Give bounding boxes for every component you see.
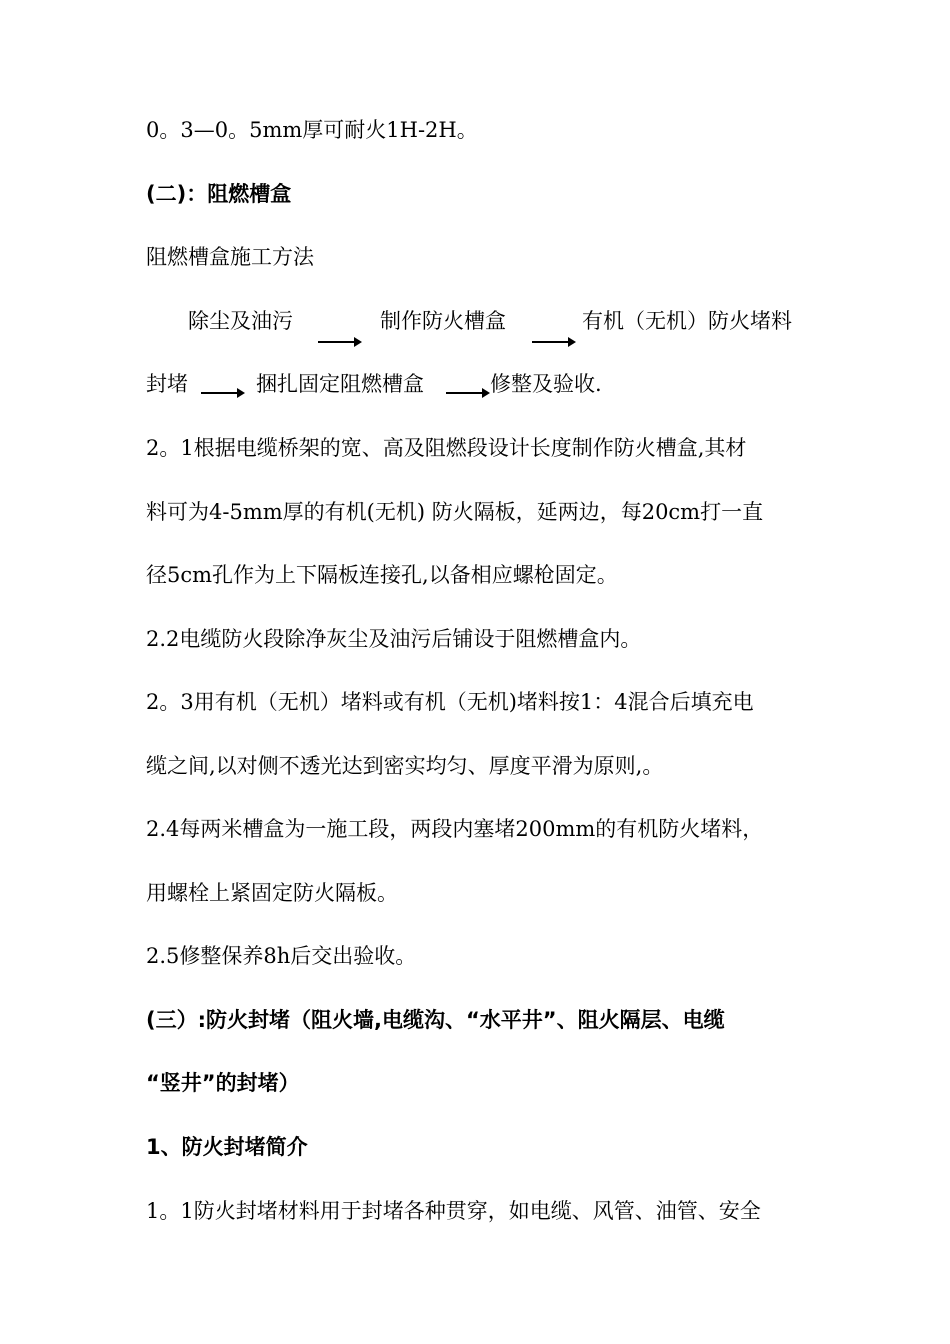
text-line: 用螺栓上紧固定防火隔板。 — [146, 881, 398, 905]
arrow-icon — [201, 387, 245, 399]
arrow-icon — [446, 387, 490, 399]
text-line: 缆之间,以对侧不透光达到密实均匀、厚度平滑为原则,。 — [146, 754, 664, 778]
text-line: 料可为4-5mm厚的有机(无机) 防火隔板，延两边，每20cm打一直 — [146, 500, 764, 524]
flow-step-fire-stop-material: 有机（无机）防火堵料 — [582, 309, 792, 333]
arrow-icon — [318, 336, 362, 348]
flow-step-inspection: 修整及验收. — [490, 372, 602, 396]
section-heading: (三）:防火封堵（阻火墙,电缆沟、“水平井”、阻火隔层、电缆 — [146, 1008, 725, 1032]
text-line: 径5cm孔作为上下隔板连接孔,以备相应螺枪固定。 — [146, 563, 618, 587]
subsection-heading: 1、防火封堵简介 — [146, 1135, 308, 1159]
text-line: 1。1防火封堵材料用于封堵各种贯穿，如电缆、风管、油管、安全 — [146, 1199, 761, 1223]
flow-step-bind-trough: 捆扎固定阻燃槽盒 — [256, 372, 424, 396]
text-line: 2.2电缆防火段除净灰尘及油污后铺设于阻燃槽盒内。 — [146, 627, 642, 651]
flow-step-seal: 封堵 — [146, 372, 188, 396]
text-line: 2.5修整保养8h后交出验收。 — [146, 944, 417, 968]
flow-step-make-trough: 制作防火槽盒 — [380, 309, 506, 333]
flow-step-dust-removal: 除尘及油污 — [188, 309, 293, 333]
text-line: 2。1根据电缆桥架的宽、高及阻燃段设计长度制作防火槽盒,其材 — [146, 436, 747, 460]
text-line: 阻燃槽盒施工方法 — [146, 245, 314, 269]
text-line: 2.4每两米槽盒为一施工段，两段内塞堵200mm的有机防火堵料， — [146, 817, 764, 841]
text-line: 2。3用有机（无机）堵料或有机（无机)堵料按1：4混合后填充电 — [146, 690, 754, 714]
section-heading: “竖井”的封堵） — [146, 1071, 300, 1095]
text-line: 0。3—0。5mm厚可耐火1H-2H。 — [146, 118, 478, 142]
arrow-icon — [532, 336, 576, 348]
section-heading: (二)：阻燃槽盒 — [146, 182, 292, 206]
